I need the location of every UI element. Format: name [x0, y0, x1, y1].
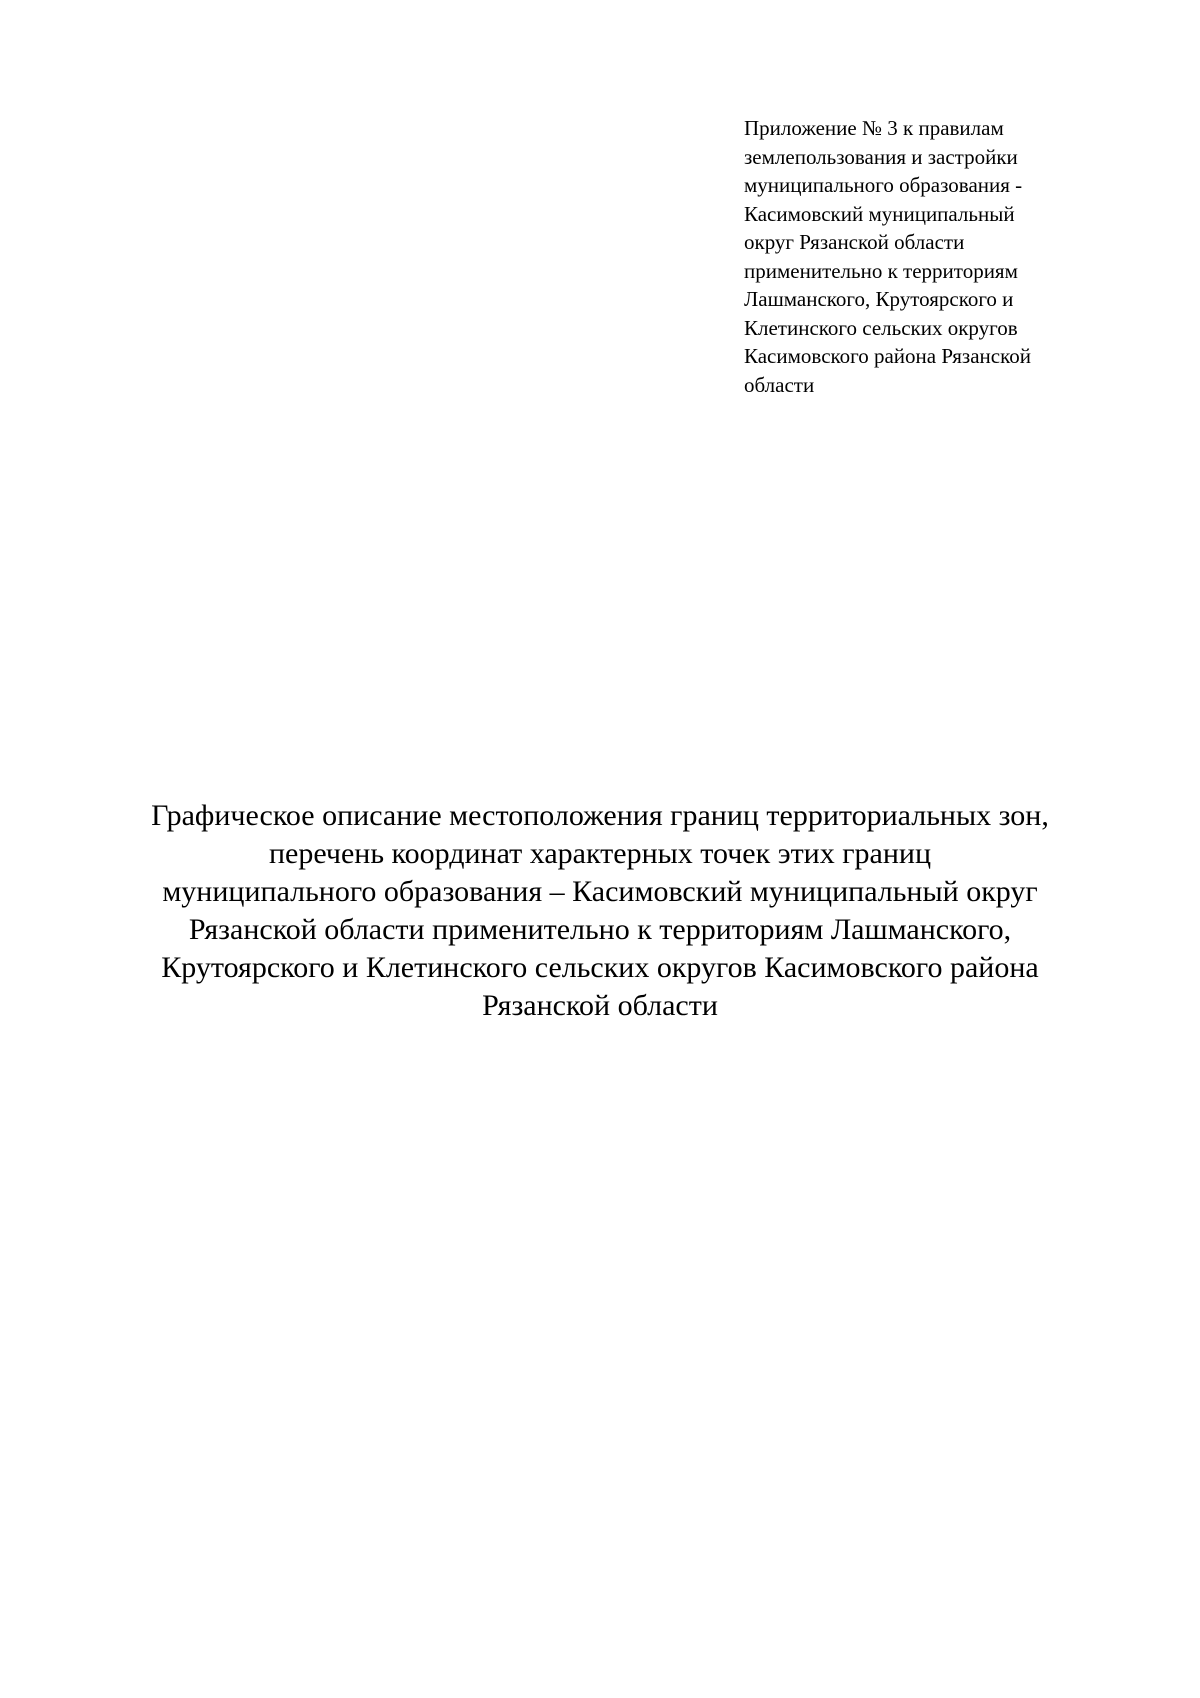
document-title-line: муниципального образования – Касимовский муниципальный округ	[162, 875, 1038, 908]
document-title-line: Рязанской области	[482, 989, 718, 1022]
appendix-note-line: области	[744, 372, 815, 397]
appendix-note-line: землепользования и застройки	[744, 144, 1018, 169]
document-title-line: Крутоярского и Клетинского сельских округов Касимовского района	[161, 951, 1039, 984]
appendix-note-line: Лашманского, Крутоярского и	[744, 287, 1014, 311]
appendix-note-line: Приложение № 3 к правилам	[744, 116, 1004, 140]
appendix-note-line: округ Рязанской области	[744, 230, 965, 254]
appendix-note	[744, 114, 1144, 399]
document-title-line: Рязанской области применительно к территориям Лашманского,	[188, 913, 1012, 946]
appendix-note-line: Касимовский муниципальный	[744, 201, 1015, 226]
document-title	[100, 797, 1100, 1025]
appendix-note-line: Касимовского района Рязанской	[744, 344, 1031, 368]
appendix-note-line: применительно к территориям	[744, 258, 1018, 283]
appendix-note-line: Клетинского сельских округов	[744, 315, 1018, 340]
document-title-line: перечень координат характерных точек этих границ	[268, 837, 932, 870]
appendix-note-line: муниципального образования -	[744, 173, 1023, 197]
document-title-line: Графическое описание местоположения границ территориальных зон,	[151, 799, 1049, 832]
